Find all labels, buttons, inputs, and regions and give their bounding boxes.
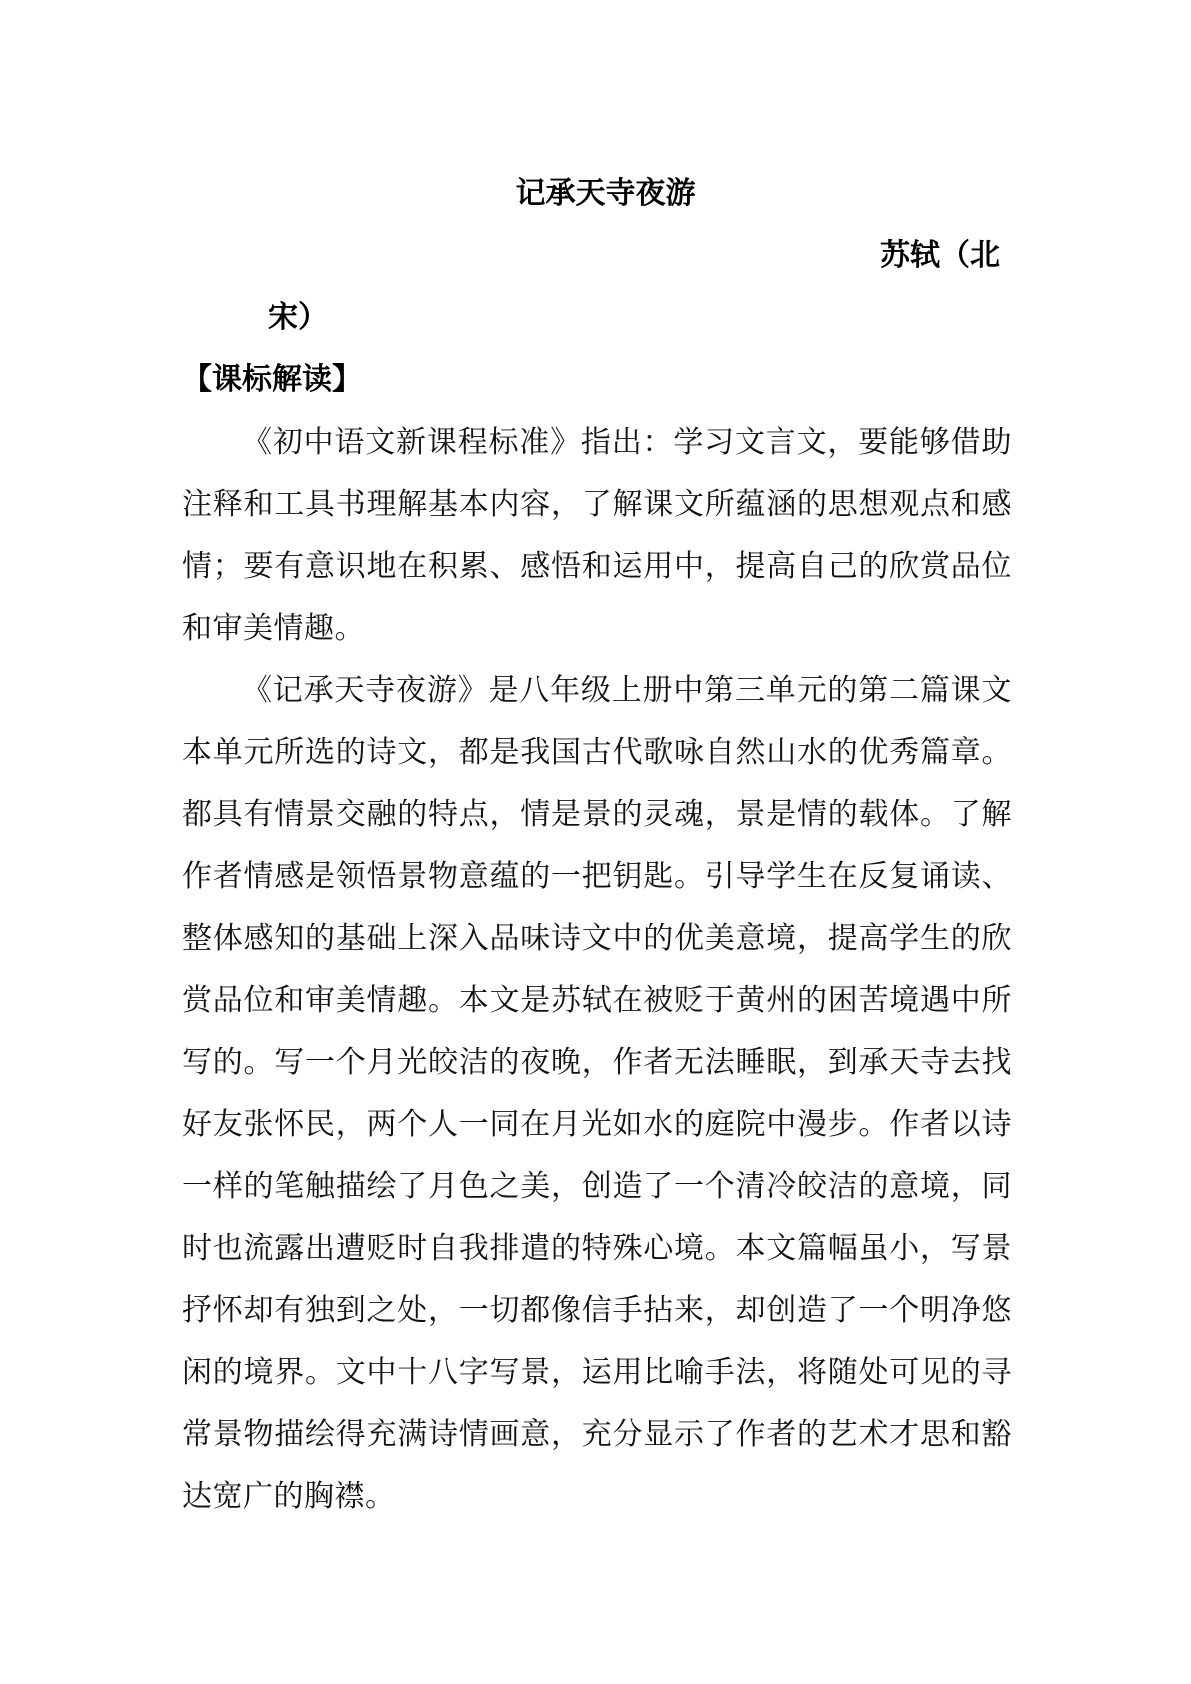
section-heading: 【课标解读】	[182, 362, 362, 397]
author-line-2: 宋）	[268, 300, 328, 335]
document-title: 记承天寺夜游	[515, 176, 696, 211]
author-line-1: 苏轼（北	[880, 238, 1000, 273]
paragraph-2: 《记承天寺夜游》是八年级上册中第三单元的第二篇课文本单元所选的诗文，都是我国古代歌咏自然山水的优秀篇章。都具有情景交融的特点，情是景的灵魂，景是情的载体。了解作者情感是领悟景物意蕴的一把钥匙。引导学生在反复诵读、整体感知的基础上深入品味诗文中的优美意境，提高学生的欣赏品位和审美情趣。本文是苏轼在被贬于黄州的困苦境遇中所写的。写一个月光皎洁的夜晚，作者无法睡眠，到承天寺去找好友张怀民，两个人一同在月光如水的庭院中漫步。作者以诗一样的笔触描绘了月色之美，创造了一个清冷皎洁的意境，同时也流露出遭贬时自我排遣的特殊心境。本文篇幅虽小，写景抒怀却有独到之处，一切都像信手拈来，却创造了一个明净悠闲的境界。文中十八字写景，运用比喻手法，将随处可见的寻常景物描绘得充满诗情画意，充分显示了作者的艺术才思和豁达宽广的胸襟。	[182, 673, 1012, 1514]
paragraph-1: 《初中语文新课程标准》指出：学习文言文，要能够借助注释和工具书理解基本内容，了解课文所蕴涵的思想观点和感情；要有意识地在积累、感悟和运用中，提高自己的欣赏品位和审美情趣。	[182, 425, 1012, 646]
